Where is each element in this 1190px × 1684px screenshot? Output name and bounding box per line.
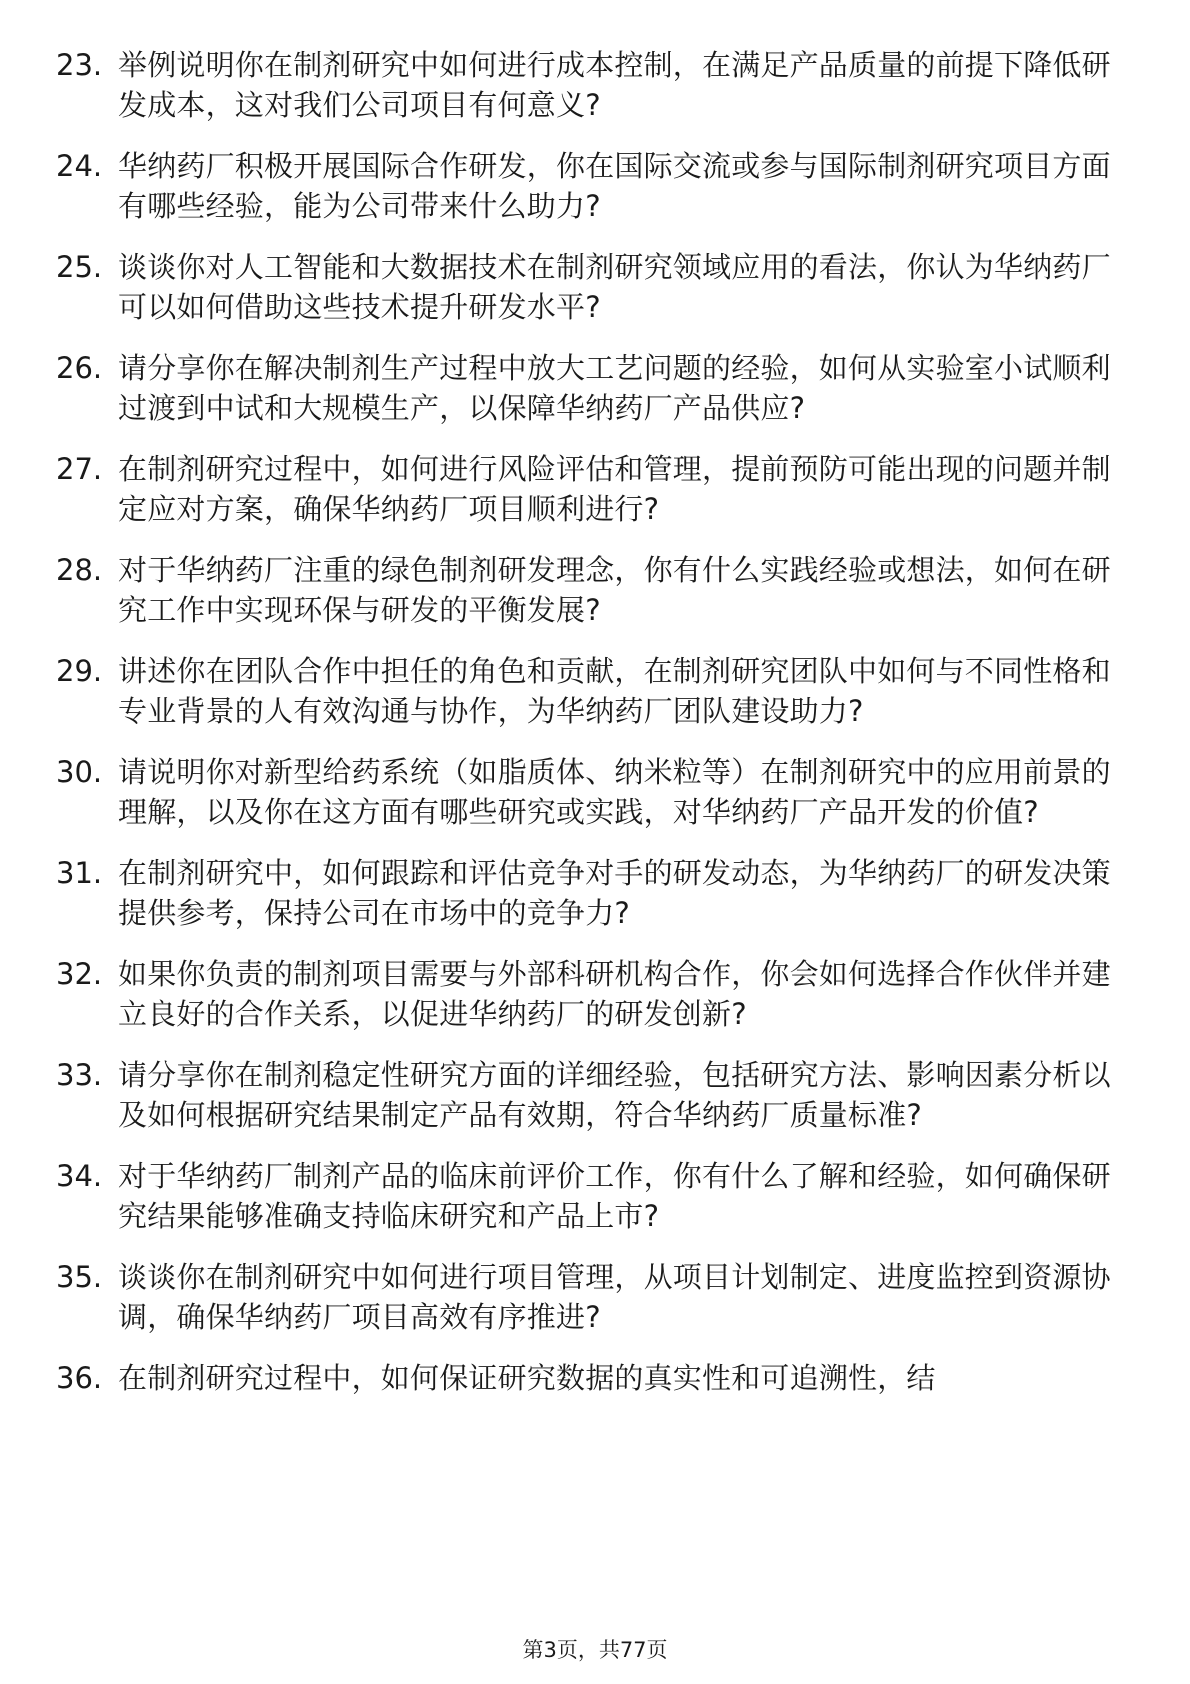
question-number: 26.: [56, 351, 103, 385]
question-number: 24.: [56, 149, 103, 183]
question-item: [56, 1156, 1116, 1236]
question-number: 31.: [56, 856, 103, 890]
question-number: 27.: [56, 452, 103, 486]
question-number: 29.: [56, 654, 103, 688]
question-number: 33.: [56, 1058, 103, 1092]
question-item: [56, 651, 1116, 731]
question-number: 32.: [56, 957, 103, 991]
question-item: [56, 348, 1116, 428]
question-text: 对于华纳药厂制剂产品的临床前评价工作，你有什么了解和经验，如何确保研究结果能够准确支持临床研究和产品上市?: [118, 1159, 1111, 1233]
question-item: [56, 45, 1116, 125]
question-text: 讲述你在团队合作中担任的角色和贡献，在制剂研究团队中如何与不同性格和专业背景的人有效沟通与协作，为华纳药厂团队建设助力?: [118, 654, 1111, 728]
question-item: [56, 247, 1116, 327]
page-footer: 第3页，共77页: [522, 1638, 668, 1662]
question-text: 请分享你在解决制剂生产过程中放大工艺问题的经验，如何从实验室小试顺利过渡到中试和大规模生产，以保障华纳药厂产品供应?: [118, 351, 1111, 425]
question-number: 30.: [56, 755, 103, 789]
question-number: 35.: [56, 1260, 103, 1294]
question-item: [56, 550, 1116, 630]
question-item: [56, 1358, 1116, 1398]
question-number: 28.: [56, 553, 103, 587]
question-text: 对于华纳药厂注重的绿色制剂研发理念，你有什么实践经验或想法，如何在研究工作中实现环保与研发的平衡发展?: [118, 553, 1111, 627]
question-text: 在制剂研究中，如何跟踪和评估竞争对手的研发动态，为华纳药厂的研发决策提供参考，保持公司在市场中的竞争力?: [118, 856, 1111, 930]
question-item: [56, 853, 1116, 933]
question-number: 23.: [56, 48, 103, 82]
question-item: [56, 954, 1116, 1034]
question-item: [56, 146, 1116, 226]
question-list: [56, 45, 1116, 1419]
question-item: [56, 1257, 1116, 1337]
question-item: [56, 752, 1116, 832]
question-text: 请分享你在制剂稳定性研究方面的详细经验，包括研究方法、影响因素分析以及如何根据研究结果制定产品有效期，符合华纳药厂质量标准?: [118, 1058, 1111, 1132]
question-text: 在制剂研究过程中，如何进行风险评估和管理，提前预防可能出现的问题并制定应对方案，确保华纳药厂项目顺利进行?: [118, 452, 1111, 526]
question-number: 25.: [56, 250, 103, 284]
question-text: 举例说明你在制剂研究中如何进行成本控制，在满足产品质量的前提下降低研发成本，这对我们公司项目有何意义?: [118, 48, 1111, 122]
question-item: [56, 1055, 1116, 1135]
question-text: 谈谈你对人工智能和大数据技术在制剂研究领域应用的看法，你认为华纳药厂可以如何借助这些技术提升研发水平?: [118, 250, 1111, 324]
question-text: 请说明你对新型给药系统（如脂质体、纳米粒等）在制剂研究中的应用前景的理解，以及你在这方面有哪些研究或实践，对华纳药厂产品开发的价值?: [118, 755, 1111, 829]
question-text: 如果你负责的制剂项目需要与外部科研机构合作，你会如何选择合作伙伴并建立良好的合作关系，以促进华纳药厂的研发创新?: [118, 957, 1111, 1031]
question-text: 在制剂研究过程中，如何保证研究数据的真实性和可追溯性，结: [118, 1361, 936, 1395]
question-item: [56, 449, 1116, 529]
question-text: 华纳药厂积极开展国际合作研发，你在国际交流或参与国际制剂研究项目方面有哪些经验，能为公司带来什么助力?: [118, 149, 1111, 223]
question-number: 36.: [56, 1361, 103, 1395]
question-text: 谈谈你在制剂研究中如何进行项目管理，从项目计划制定、进度监控到资源协调，确保华纳药厂项目高效有序推进?: [118, 1260, 1111, 1334]
question-number: 34.: [56, 1159, 103, 1193]
